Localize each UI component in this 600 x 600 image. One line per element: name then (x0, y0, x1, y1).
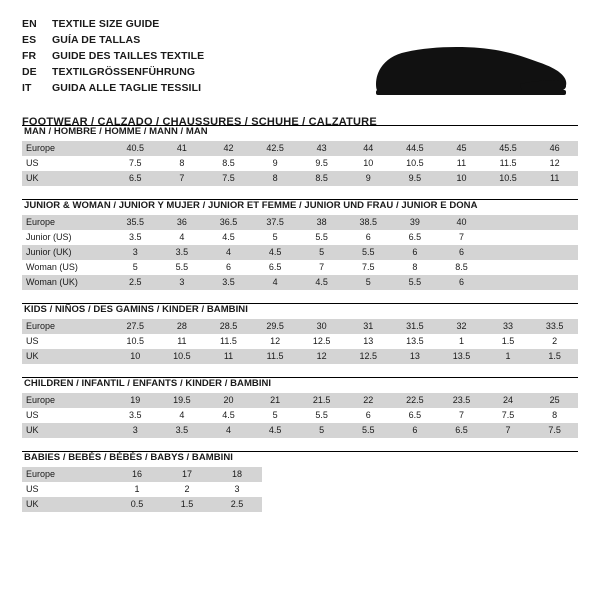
row-label: UK (22, 423, 112, 438)
cell: 24 (485, 393, 532, 408)
cell: 5 (298, 245, 345, 260)
language-code: DE (22, 66, 37, 78)
cell: 3.5 (205, 275, 252, 290)
cell: 20 (205, 393, 252, 408)
cell: 8 (252, 171, 299, 186)
cell: 3 (212, 482, 262, 497)
cell: 39 (392, 215, 439, 230)
cell: 42 (205, 141, 252, 156)
cell: 6 (438, 275, 485, 290)
cell (531, 275, 578, 290)
row-label: UK (22, 171, 112, 186)
cell: 3.5 (159, 245, 206, 260)
size-table-man (22, 141, 578, 186)
cell: 7.5 (205, 171, 252, 186)
row-label: UK (22, 349, 112, 364)
cell: 4.5 (252, 423, 299, 438)
table-row (22, 156, 578, 171)
cell (531, 245, 578, 260)
cell: 35.5 (112, 215, 159, 230)
section-title: MAN / HOMBRE / HOMME / MANN / MAN (24, 126, 208, 137)
cell: 6.5 (112, 171, 159, 186)
size-table-children (22, 393, 578, 438)
cell: 10.5 (485, 171, 532, 186)
cell: 2 (162, 482, 212, 497)
language-title: GUIDE DES TAILLES TEXTILE (52, 50, 205, 62)
cell: 19 (112, 393, 159, 408)
language-code: FR (22, 50, 37, 62)
size-table-babies (22, 467, 262, 512)
cell: 11.5 (252, 349, 299, 364)
cell: 5 (252, 408, 299, 423)
language-code: IT (22, 82, 32, 94)
cell: 4 (159, 230, 206, 245)
section-junior-woman (22, 200, 578, 290)
cell: 46 (531, 141, 578, 156)
cell: 6.5 (392, 408, 439, 423)
table-row (22, 245, 578, 260)
table-row (22, 260, 578, 275)
cell (485, 275, 532, 290)
language-title: GUIDA ALLE TAGLIE TESSILI (52, 82, 202, 94)
cell (531, 260, 578, 275)
page-header (22, 16, 578, 128)
cell (531, 230, 578, 245)
cell: 5 (112, 260, 159, 275)
cell: 6 (345, 230, 392, 245)
cell: 6.5 (252, 260, 299, 275)
table-row (22, 171, 578, 186)
cell: 3 (112, 423, 159, 438)
table-row (22, 215, 578, 230)
cell: 12.5 (298, 334, 345, 349)
cell: 25 (531, 393, 578, 408)
cell: 22.5 (392, 393, 439, 408)
cell: 4.5 (205, 408, 252, 423)
cell: 10 (112, 349, 159, 364)
cell: 11 (205, 349, 252, 364)
cell: 7.5 (112, 156, 159, 171)
cell: 2 (531, 334, 578, 349)
cell: 12 (298, 349, 345, 364)
section-title: JUNIOR & WOMAN / JUNIOR Y MUJER / JUNIOR ET FEMME / JUNIOR UND FRAU / JUNIOR E DONA (24, 200, 478, 211)
cell: 23.5 (438, 393, 485, 408)
cell: 33 (485, 319, 532, 334)
cell: 38.5 (345, 215, 392, 230)
cell: 4 (205, 423, 252, 438)
section-man (22, 126, 578, 186)
table-row (22, 482, 262, 497)
cell: 11 (438, 156, 485, 171)
cell: 5.5 (159, 260, 206, 275)
table-row (22, 408, 578, 423)
cell: 44 (345, 141, 392, 156)
row-label: Europe (22, 319, 112, 334)
table-row (22, 334, 578, 349)
language-row-de (22, 66, 204, 82)
cell: 5.5 (298, 408, 345, 423)
cell: 3 (159, 275, 206, 290)
cell: 5.5 (345, 245, 392, 260)
table-row (22, 275, 578, 290)
cell: 11 (159, 334, 206, 349)
cell: 10.5 (112, 334, 159, 349)
cell: 10.5 (392, 156, 439, 171)
row-label: US (22, 156, 112, 171)
cell: 11 (531, 171, 578, 186)
cell: 42.5 (252, 141, 299, 156)
cell: 7 (438, 408, 485, 423)
cell: 2.5 (112, 275, 159, 290)
section-title: CHILDREN / INFANTIL / ENFANTS / KINDER / BAMBINI (24, 378, 272, 389)
cell: 31 (345, 319, 392, 334)
row-label: Europe (22, 215, 112, 230)
table-row (22, 467, 262, 482)
cell: 12 (531, 156, 578, 171)
cell: 38 (298, 215, 345, 230)
cell: 31.5 (392, 319, 439, 334)
language-row-fr (22, 50, 204, 66)
cell: 7.5 (345, 260, 392, 275)
row-label: Woman (US) (22, 260, 112, 275)
cell: 12.5 (345, 349, 392, 364)
row-label: Europe (22, 141, 112, 156)
cell: 30 (298, 319, 345, 334)
cell: 9 (252, 156, 299, 171)
section-title: BABIES / BEBÉS / BÉBÉS / BABYS / BAMBINI (24, 452, 233, 463)
table-row (22, 141, 578, 156)
row-label: UK (22, 497, 112, 512)
cell (485, 230, 532, 245)
cell: 4.5 (205, 230, 252, 245)
cell: 1.5 (531, 349, 578, 364)
cell: 8 (392, 260, 439, 275)
cell: 1.5 (485, 334, 532, 349)
cell: 8.5 (205, 156, 252, 171)
cell: 17 (162, 467, 212, 482)
cell: 1 (438, 334, 485, 349)
cell: 8 (159, 156, 206, 171)
language-title: TEXTILE SIZE GUIDE (52, 18, 160, 30)
cell: 21.5 (298, 393, 345, 408)
page-title: FOOTWEAR / CALZADO / CHAUSSURES / SCHUHE / CALZATURE (22, 116, 377, 128)
language-row-en (22, 18, 204, 34)
cell: 28.5 (205, 319, 252, 334)
size-table-kids (22, 319, 578, 364)
cell: 6 (205, 260, 252, 275)
cell: 41 (159, 141, 206, 156)
cell: 5.5 (298, 230, 345, 245)
cell: 13 (345, 334, 392, 349)
language-row-it (22, 82, 204, 98)
cell: 5.5 (392, 275, 439, 290)
cell: 6.5 (438, 423, 485, 438)
language-title: GUÍA DE TALLAS (52, 34, 141, 46)
cell: 40.5 (112, 141, 159, 156)
cell: 7.5 (531, 423, 578, 438)
cell: 6 (438, 245, 485, 260)
cell: 8.5 (298, 171, 345, 186)
table-row (22, 393, 578, 408)
cell: 4.5 (252, 245, 299, 260)
cell: 40 (438, 215, 485, 230)
cell: 7 (298, 260, 345, 275)
cell: 11.5 (485, 156, 532, 171)
cell: 1 (112, 482, 162, 497)
row-label: Woman (UK) (22, 275, 112, 290)
cell: 12 (252, 334, 299, 349)
row-label: US (22, 334, 112, 349)
row-label: US (22, 482, 112, 497)
cell: 5.5 (345, 423, 392, 438)
cell: 5 (345, 275, 392, 290)
cell: 27.5 (112, 319, 159, 334)
cell: 18 (212, 467, 262, 482)
cell: 5 (252, 230, 299, 245)
cell: 36 (159, 215, 206, 230)
cell: 9.5 (392, 171, 439, 186)
language-code: EN (22, 18, 37, 30)
cell: 7 (485, 423, 532, 438)
language-row-es (22, 34, 204, 50)
table-row (22, 497, 262, 512)
cell: 3.5 (112, 408, 159, 423)
cell: 9 (345, 171, 392, 186)
cell: 29.5 (252, 319, 299, 334)
cell: 44.5 (392, 141, 439, 156)
table-row (22, 349, 578, 364)
cell: 2.5 (212, 497, 262, 512)
cell: 36.5 (205, 215, 252, 230)
cell: 5 (298, 423, 345, 438)
cell: 28 (159, 319, 206, 334)
cell: 4 (159, 408, 206, 423)
cell: 32 (438, 319, 485, 334)
table-row (22, 230, 578, 245)
row-label: Junior (US) (22, 230, 112, 245)
cell: 8.5 (438, 260, 485, 275)
language-title: TEXTILGRÖSSENFÜHRUNG (52, 66, 196, 78)
row-label: Europe (22, 467, 112, 482)
language-code: ES (22, 34, 37, 46)
cell: 45 (438, 141, 485, 156)
cell: 10.5 (159, 349, 206, 364)
section-babies (22, 452, 578, 512)
cell: 7 (438, 230, 485, 245)
cell: 4.5 (298, 275, 345, 290)
cell: 10 (438, 171, 485, 186)
cell: 7 (159, 171, 206, 186)
cell: 6 (392, 245, 439, 260)
cell: 22 (345, 393, 392, 408)
cell (531, 215, 578, 230)
cell: 10 (345, 156, 392, 171)
cell: 3 (112, 245, 159, 260)
cell: 13 (392, 349, 439, 364)
section-title: KIDS / NIÑOS / DES GAMINS / KINDER / BAMBINI (24, 304, 248, 315)
cell: 19.5 (159, 393, 206, 408)
size-table-junior-woman (22, 215, 578, 290)
row-label: Europe (22, 393, 112, 408)
cell: 37.5 (252, 215, 299, 230)
cell: 1.5 (162, 497, 212, 512)
section-kids (22, 304, 578, 364)
cell: 1 (485, 349, 532, 364)
cell: 11.5 (205, 334, 252, 349)
section-children (22, 378, 578, 438)
cell: 16 (112, 467, 162, 482)
cell: 4 (252, 275, 299, 290)
cell: 4 (205, 245, 252, 260)
cell: 0.5 (112, 497, 162, 512)
table-row (22, 423, 578, 438)
cell: 13.5 (438, 349, 485, 364)
cell: 3.5 (112, 230, 159, 245)
language-list (22, 18, 204, 98)
cell: 45.5 (485, 141, 532, 156)
cell: 7.5 (485, 408, 532, 423)
cell: 33.5 (531, 319, 578, 334)
row-label: Junior (UK) (22, 245, 112, 260)
cell: 6.5 (392, 230, 439, 245)
cell (485, 260, 532, 275)
cell: 3.5 (159, 423, 206, 438)
cell: 8 (531, 408, 578, 423)
cell (485, 215, 532, 230)
dress-shoe-icon (370, 40, 570, 102)
table-row (22, 319, 578, 334)
row-label: US (22, 408, 112, 423)
cell: 21 (252, 393, 299, 408)
cell: 13.5 (392, 334, 439, 349)
cell (485, 245, 532, 260)
cell: 6 (392, 423, 439, 438)
cell: 43 (298, 141, 345, 156)
cell: 6 (345, 408, 392, 423)
cell: 9.5 (298, 156, 345, 171)
